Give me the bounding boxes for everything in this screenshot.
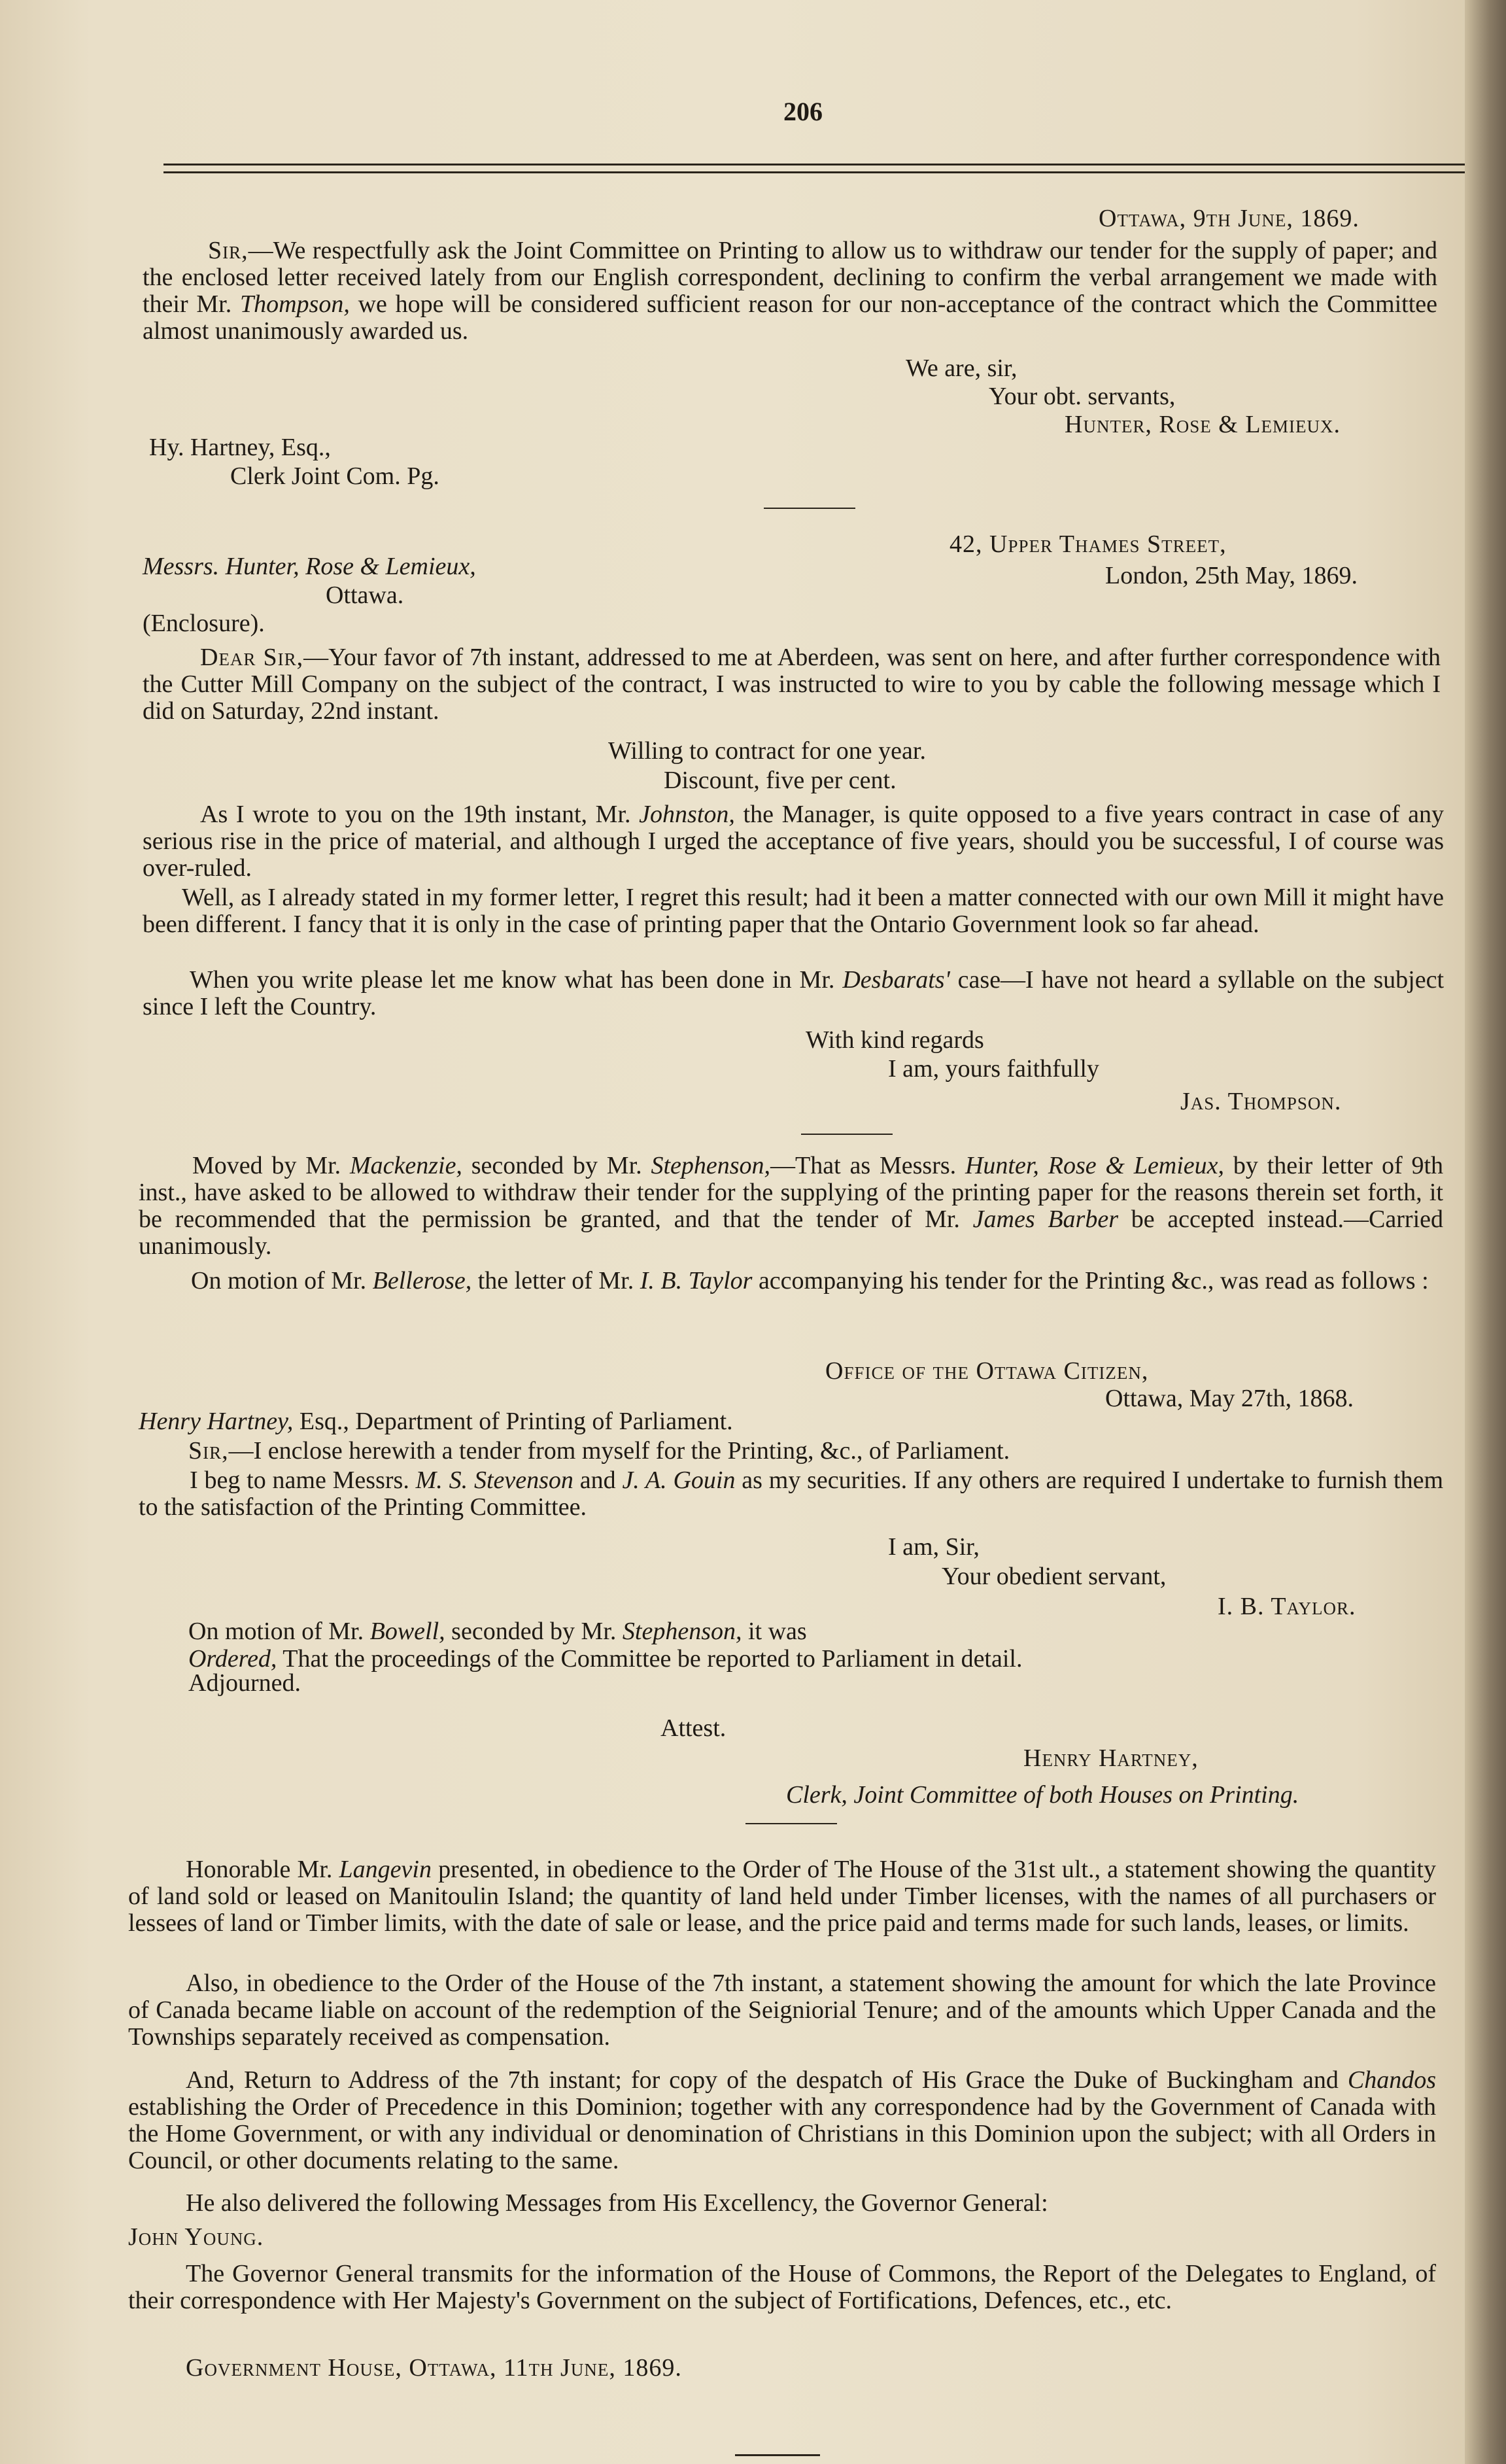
letter3-para2 <box>139 1467 1443 1521</box>
motion3-signature: Henry Hartney, <box>1023 1744 1199 1772</box>
motion3-line1 <box>188 1618 807 1645</box>
proceedings-p1-name: Langevin <box>339 1856 432 1883</box>
proceedings-p3-name: Chandos <box>1347 2066 1437 2094</box>
motion2-c: accompanying his tender for the Printing &c., was read as follows : <box>758 1267 1429 1294</box>
section-divider <box>801 1134 893 1135</box>
motion3-seconder: Stephenson, <box>622 1618 742 1645</box>
proceedings-footer <box>186 2355 682 2382</box>
letter2-to-city: Ottawa. <box>326 581 404 609</box>
motion3-a: On motion of Mr. <box>188 1618 364 1645</box>
header-double-rule-top <box>163 164 1465 165</box>
proceedings-p1-b: presented, in obedience to the Order of The House of the 31st ult., a statement showing the quantity of land sold or leased on Manitoulin Island; the quantity of land held under Timber licenses, with the names of all purchasers or lessees of land or Timber limits, with the date of sale or lease, and the price paid and terms made for such lands, leases, or limits. <box>128 1856 1436 1937</box>
proceedings-footer-text: Government House, Ottawa, 11th June, 1869. <box>186 2354 682 2382</box>
header-double-rule-bottom <box>163 171 1465 173</box>
letter3-date: Ottawa, May 27th, 1868. <box>1105 1385 1354 1412</box>
letter1-dateline: Ottawa, 9th June, 1869. <box>1099 205 1360 232</box>
letter3-closing2: Your obedient servant, <box>942 1563 1167 1590</box>
letter2-closing2: I am, yours faithfully <box>888 1055 1099 1083</box>
proceedings-p1-a: Honorable Mr. <box>186 1856 333 1883</box>
letter1-addressee1: Hy. Hartney, Esq., <box>149 434 331 461</box>
letter1-body <box>143 237 1437 345</box>
letter2-para4-name: Desbarats' <box>842 966 950 994</box>
letter3-signature: I. B. Taylor. <box>1218 1593 1356 1620</box>
proceedings-p1 <box>128 1856 1436 1937</box>
letter3-para2-a: I beg to name Messrs. <box>190 1466 409 1494</box>
letter3-office: Office of the Ottawa Citizen, <box>825 1357 1149 1385</box>
letter3-addressee-rest: Esq., Department of Printing of Parliament. <box>299 1408 733 1435</box>
motion3-mover: Bowell, <box>369 1618 445 1645</box>
motion3-title: Clerk, Joint Committee of both Houses on Printing. <box>786 1781 1299 1809</box>
letter2-para2-b: the Manager, is quite opposed to a five years contract in case of any serious rise in the price of material, and although I urged the acceptance of five years, should you be successful, I of course was over-ruled. <box>143 801 1444 882</box>
letter1-signature: Hunter, Rose & Lemieux. <box>1065 411 1341 438</box>
letter3-para1 <box>188 1438 1010 1465</box>
proceedings-p3-a: And, Return to Address of the 7th instant; for copy of the despatch of His Grace the Duke of Buckingham and <box>186 2066 1339 2094</box>
proceedings-p4: He also delivered the following Messages from His Excellency, the Governor General: <box>186 2189 1048 2217</box>
motion2-b: the letter of Mr. <box>477 1267 634 1294</box>
motion1-c: —That as Messrs. <box>770 1152 957 1179</box>
letter1-salutation: Sir, <box>208 237 248 264</box>
letter2-message2: Discount, five per cent. <box>664 767 897 794</box>
letter2-date: London, 25th May, 1869. <box>1105 562 1358 589</box>
letter1-body-text: —We respectfully ask the Joint Committee on Printing to allow us to withdraw our tender for the supply of paper; and the enclosed letter received lately from our English correspondent, declining to confirm the verbal arrangement we made with their Mr. <box>143 237 1437 318</box>
letter1-closing2: Your obt. servants, <box>989 383 1176 410</box>
letter2-para1-text: —Your favor of 7th instant, addressed to me at Aberdeen, was sent on here, and after further correspondence with the Cutter Mill Company on the subject of the contract, I was instructed to wire to you by cable the following message which I did on Saturday, 22nd instant. <box>143 644 1441 725</box>
letter3-name1: M. S. Stevenson <box>415 1466 573 1494</box>
letter2-para1 <box>143 644 1441 725</box>
motion2-a: On motion of Mr. <box>191 1267 367 1294</box>
motion1-seconder: Stephenson, <box>651 1152 771 1179</box>
motion3-ordered: Ordered, <box>188 1645 277 1673</box>
proceedings-p3 <box>128 2067 1436 2174</box>
proceedings-signer: John Young. <box>128 2223 264 2251</box>
bottom-divider <box>735 2454 820 2456</box>
letter3-para1-text: —I enclose herewith a tender from myself for the Printing, &c., of Parliament. <box>228 1437 1010 1465</box>
letter3-name2: J. A. Gouin <box>622 1466 736 1494</box>
letter1-addressee2: Clerk Joint Com. Pg. <box>230 462 439 490</box>
letter2-salutation: Dear Sir, <box>200 644 304 671</box>
motion1-name: James Barber <box>972 1206 1118 1233</box>
letter1-body-name: Thompson, <box>239 290 350 318</box>
motion1-d: by their letter of 9th inst., have asked to be allowed to withdraw their tender for the supplying of the printing paper for the reasons therein set forth, it be recommended that the permission be granted, and that the tender of Mr. <box>139 1152 1444 1233</box>
proceedings-p3-b: establishing the Order of Precedence in this Dominion; together with any correspondence had by the Government of Canada with the Home Government, or with any individual or denomination of Christians in this Dominion upon the subject; with all Orders in Council, or other documents relating to the same. <box>128 2093 1436 2174</box>
section-divider <box>745 1823 837 1824</box>
motion3-d: That the proceedings of the Committee be reported to Parliament in detail. <box>282 1645 1023 1673</box>
motion1-b: seconded by Mr. <box>471 1152 642 1179</box>
letter2-para3: Well, as I already stated in my former letter, I regret this result; had it been a matter connected with our own Mill it might have been different. I fancy that it is only in the case of printing paper that the Ontario Government look so far ahead. <box>143 884 1444 938</box>
letter2-message1: Willing to contract for one year. <box>608 737 926 765</box>
motion3-c: it was <box>747 1618 807 1645</box>
motion1-a: Moved by Mr. <box>192 1152 341 1179</box>
motion3-adjourned: Adjourned. <box>188 1669 301 1697</box>
motion1-mover: Mackenzie, <box>349 1152 462 1179</box>
letter2-to: Messrs. Hunter, Rose & Lemieux, <box>143 553 476 580</box>
letter2-closing1: With kind regards <box>806 1026 984 1054</box>
motion1 <box>139 1153 1443 1260</box>
letter3-para2-b: and <box>579 1466 616 1494</box>
proceedings-p5: The Governor General transmits for the information of the House of Commons, the Report of the Delegates to England, of their correspondence with Her Majesty's Government on the subject of Fortifications, Defences, etc., etc. <box>128 2260 1436 2314</box>
letter2-enclosure: (Enclosure). <box>143 610 265 637</box>
motion2-mover: Bellerose, <box>372 1267 472 1294</box>
letter3-addressee-name: Henry Hartney, <box>139 1408 294 1435</box>
letter3-addressee <box>139 1408 733 1435</box>
motion3-attest: Attest. <box>660 1714 727 1742</box>
section-divider <box>764 508 855 509</box>
letter2-address: 42, Upper Thames Street, <box>950 530 1227 558</box>
letter2-para4 <box>143 967 1444 1020</box>
letter3-salutation: Sir, <box>188 1437 229 1465</box>
letter2-para4-b: case—I have not heard a syllable on the subject since I left the Country. <box>143 966 1445 1020</box>
letter1-body-end: we hope will be considered sufficient reason for our non-acceptance of the contract which the Committee almost unanimously awarded us. <box>143 290 1438 345</box>
letter3-para2-c: as my securities. If any others are required I undertake to furnish them to the satisfaction of the Printing Committee. <box>139 1466 1444 1521</box>
page-number: 206 <box>783 97 823 126</box>
letter2-para2 <box>143 801 1444 882</box>
letter3-closing1: I am, Sir, <box>888 1533 980 1561</box>
motion1-firm: Hunter, Rose & Lemieux, <box>965 1152 1225 1179</box>
motion2 <box>139 1268 1443 1294</box>
motion1-e: be accepted instead.—Carried unanimously. <box>139 1206 1443 1260</box>
letter2-para4-a: When you write please let me know what has been done in Mr. <box>190 966 835 994</box>
letter1-closing1: We are, sir, <box>906 355 1018 382</box>
motion3-line2 <box>188 1646 1022 1673</box>
letter2-signature: Jas. Thompson. <box>1180 1088 1342 1115</box>
letter2-para2-a: As I wrote to you on the 19th instant, Mr. <box>200 801 631 828</box>
motion2-name: I. B. Taylor <box>640 1267 753 1294</box>
letter2-para2-name: Johnston, <box>639 801 735 828</box>
proceedings-p2: Also, in obedience to the Order of the House of the 7th instant, a statement showing the amount for which the late Province of Canada became liable on account of the redemption of the Seigniorial Tenure; and of the amounts which Upper Canada and the Townships separately received as compensation. <box>128 1969 1436 2051</box>
motion3-b: seconded by Mr. <box>451 1618 617 1645</box>
